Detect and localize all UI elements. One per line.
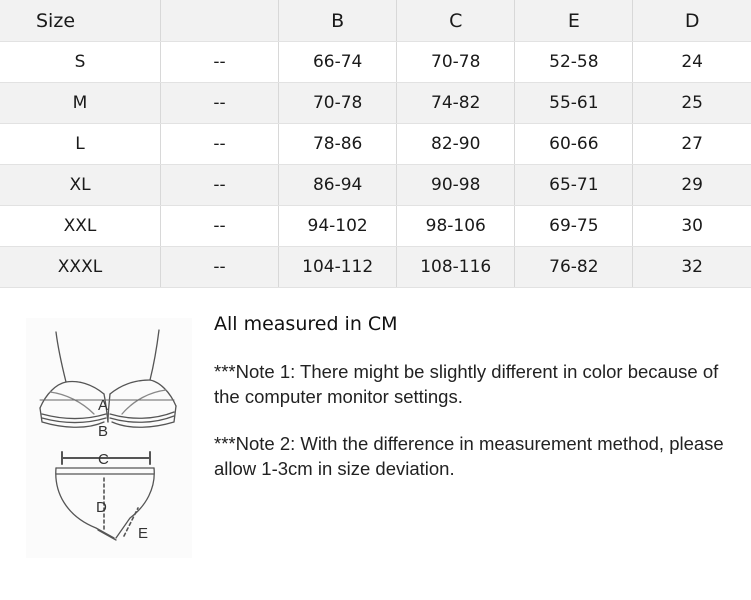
table-cell: 82-90 <box>397 124 515 165</box>
notes-panel <box>214 313 734 503</box>
table-row <box>0 165 751 206</box>
left-strap <box>56 332 66 382</box>
table-cell: 24 <box>633 42 751 83</box>
table-cell: 86-94 <box>279 165 397 206</box>
table-cell: 70-78 <box>279 83 397 124</box>
table-cell: XL <box>0 165 161 206</box>
label-e: E <box>138 525 149 542</box>
table-cell: -- <box>161 165 279 206</box>
table-cell: 30 <box>633 206 751 247</box>
right-strap <box>150 330 159 380</box>
table-cell: -- <box>161 206 279 247</box>
table-cell: 108-116 <box>397 247 515 288</box>
table-cell: L <box>0 124 161 165</box>
note-color: ***Note 1: There might be slightly different in color because of the computer monitor settings. <box>214 361 719 407</box>
label-c: C <box>98 451 109 468</box>
header-cell: E <box>515 0 633 42</box>
measurement-diagram <box>26 318 192 558</box>
table-cell: 78-86 <box>279 124 397 165</box>
table-row <box>0 247 751 288</box>
table-cell: 65-71 <box>515 165 633 206</box>
table-cell: -- <box>161 124 279 165</box>
table-cell: 66-74 <box>279 42 397 83</box>
table-cell: 94-102 <box>279 206 397 247</box>
table-cell: S <box>0 42 161 83</box>
table-cell: -- <box>161 83 279 124</box>
table-cell: 29 <box>633 165 751 206</box>
table-cell: 55-61 <box>515 83 633 124</box>
header-cell <box>161 0 279 42</box>
table-cell: 90-98 <box>397 165 515 206</box>
table-cell: 52-58 <box>515 42 633 83</box>
table-cell: XXXL <box>0 247 161 288</box>
table-cell: 104-112 <box>279 247 397 288</box>
header-cell: Size <box>0 0 161 42</box>
table-row <box>0 42 751 83</box>
header-cell: C <box>397 0 515 42</box>
note-deviation: ***Note 2: With the difference in measurement method, please allow 1-3cm in size deviation. <box>214 433 724 479</box>
table-cell: M <box>0 83 161 124</box>
table-row <box>0 124 751 165</box>
size-chart-table <box>0 0 751 288</box>
table-cell: 70-78 <box>397 42 515 83</box>
header-cell: D <box>633 0 751 42</box>
bikini-diagram-icon <box>26 318 192 558</box>
table-cell: 60-66 <box>515 124 633 165</box>
table-cell: 76-82 <box>515 247 633 288</box>
table-cell: 74-82 <box>397 83 515 124</box>
table-cell: 98-106 <box>397 206 515 247</box>
table-cell: XXL <box>0 206 161 247</box>
table-row <box>0 83 751 124</box>
measured-unit-text: All measured in CM <box>214 313 398 335</box>
header-cell: B <box>279 0 397 42</box>
table-row <box>0 206 751 247</box>
table-cell: 32 <box>633 247 751 288</box>
table-cell: -- <box>161 247 279 288</box>
label-a: A <box>98 397 109 414</box>
label-b: B <box>98 423 109 440</box>
table-cell: 69-75 <box>515 206 633 247</box>
table-cell: 25 <box>633 83 751 124</box>
table-cell: -- <box>161 42 279 83</box>
table-cell: 27 <box>633 124 751 165</box>
table-header-row <box>0 0 751 42</box>
label-d: D <box>96 499 107 516</box>
